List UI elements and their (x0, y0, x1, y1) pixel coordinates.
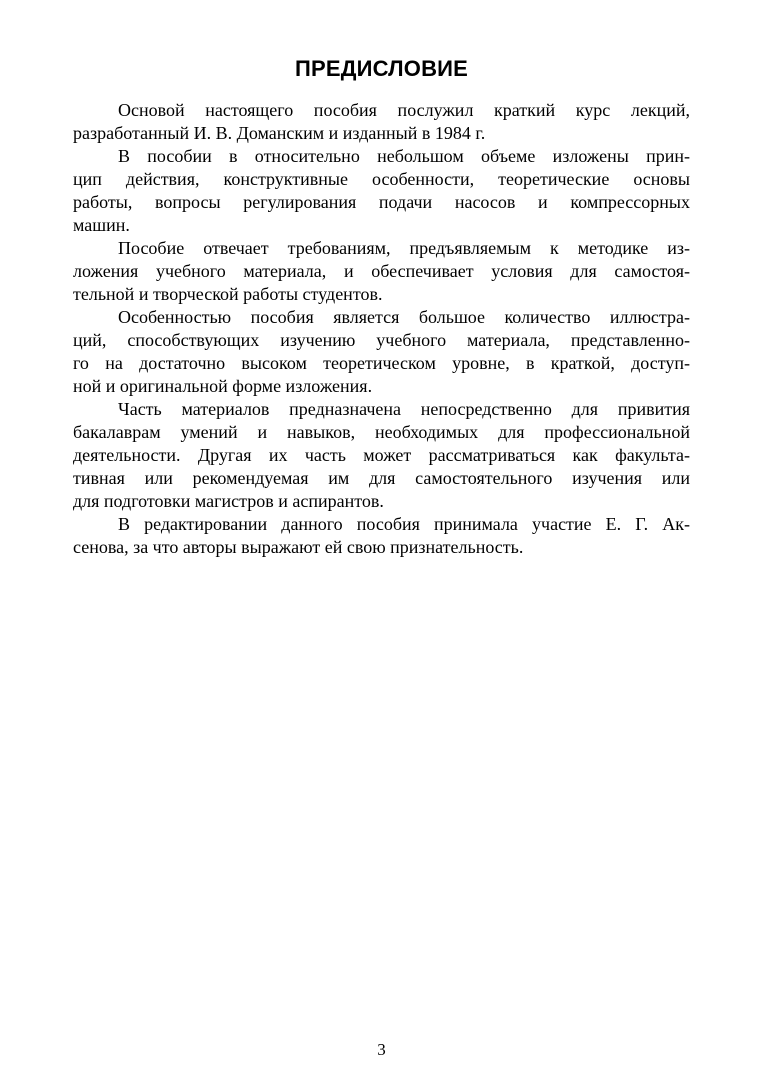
text-line: Основой настоящего пособия послужил краткий курс лекций, (118, 100, 690, 120)
text-line: разработанный И. В. Доманским и изданный в 1984 г. (73, 123, 486, 143)
text-line: Особенностью пособия является большое количество иллюстра- (118, 307, 690, 327)
text-line: машин. (73, 215, 130, 235)
text-line: деятельности. Другая их часть может рассматриваться как факульта- (73, 445, 690, 465)
text-line: ложения учебного материала, и обеспечивает условия для самостоя- (73, 261, 690, 281)
text-line: цип действия, конструктивные особенности, теоретические основы (73, 169, 690, 189)
preface-text (73, 99, 690, 559)
text-line: тивная или рекомендуемая им для самостоятельного изучения или (73, 468, 690, 488)
page-title: ПРЕДИСЛОВИЕ (294, 56, 469, 81)
text-line: Часть материалов предназначена непосредственно для привития (118, 399, 690, 419)
text-line: тельной и творческой работы студентов. (73, 284, 383, 304)
text-line: бакалаврам умений и навыков, необходимых для профессиональной (73, 422, 690, 442)
text-line: го на достаточно высоком теоретическом уровне, в краткой, доступ- (73, 353, 690, 373)
text-line: В пособии в относительно небольшом объеме изложены прин- (118, 146, 690, 166)
text-line: сенова, за что авторы выражают ей свою признательность. (73, 537, 524, 557)
text-line: ной и оригинальной форме изложения. (73, 376, 373, 396)
text-line: Пособие отвечает требованиям, предъявляемым к методике из- (118, 238, 690, 258)
text-line: В редактировании данного пособия принимала участие Е. Г. Ак- (118, 514, 690, 534)
text-line: работы, вопросы регулирования подачи насосов и компрессорных (73, 192, 690, 212)
text-line: для подготовки магистров и аспирантов. (73, 491, 384, 511)
page-number: 3 (377, 1040, 386, 1059)
text-line: ций, способствующих изучению учебного материала, представленно- (73, 330, 690, 350)
